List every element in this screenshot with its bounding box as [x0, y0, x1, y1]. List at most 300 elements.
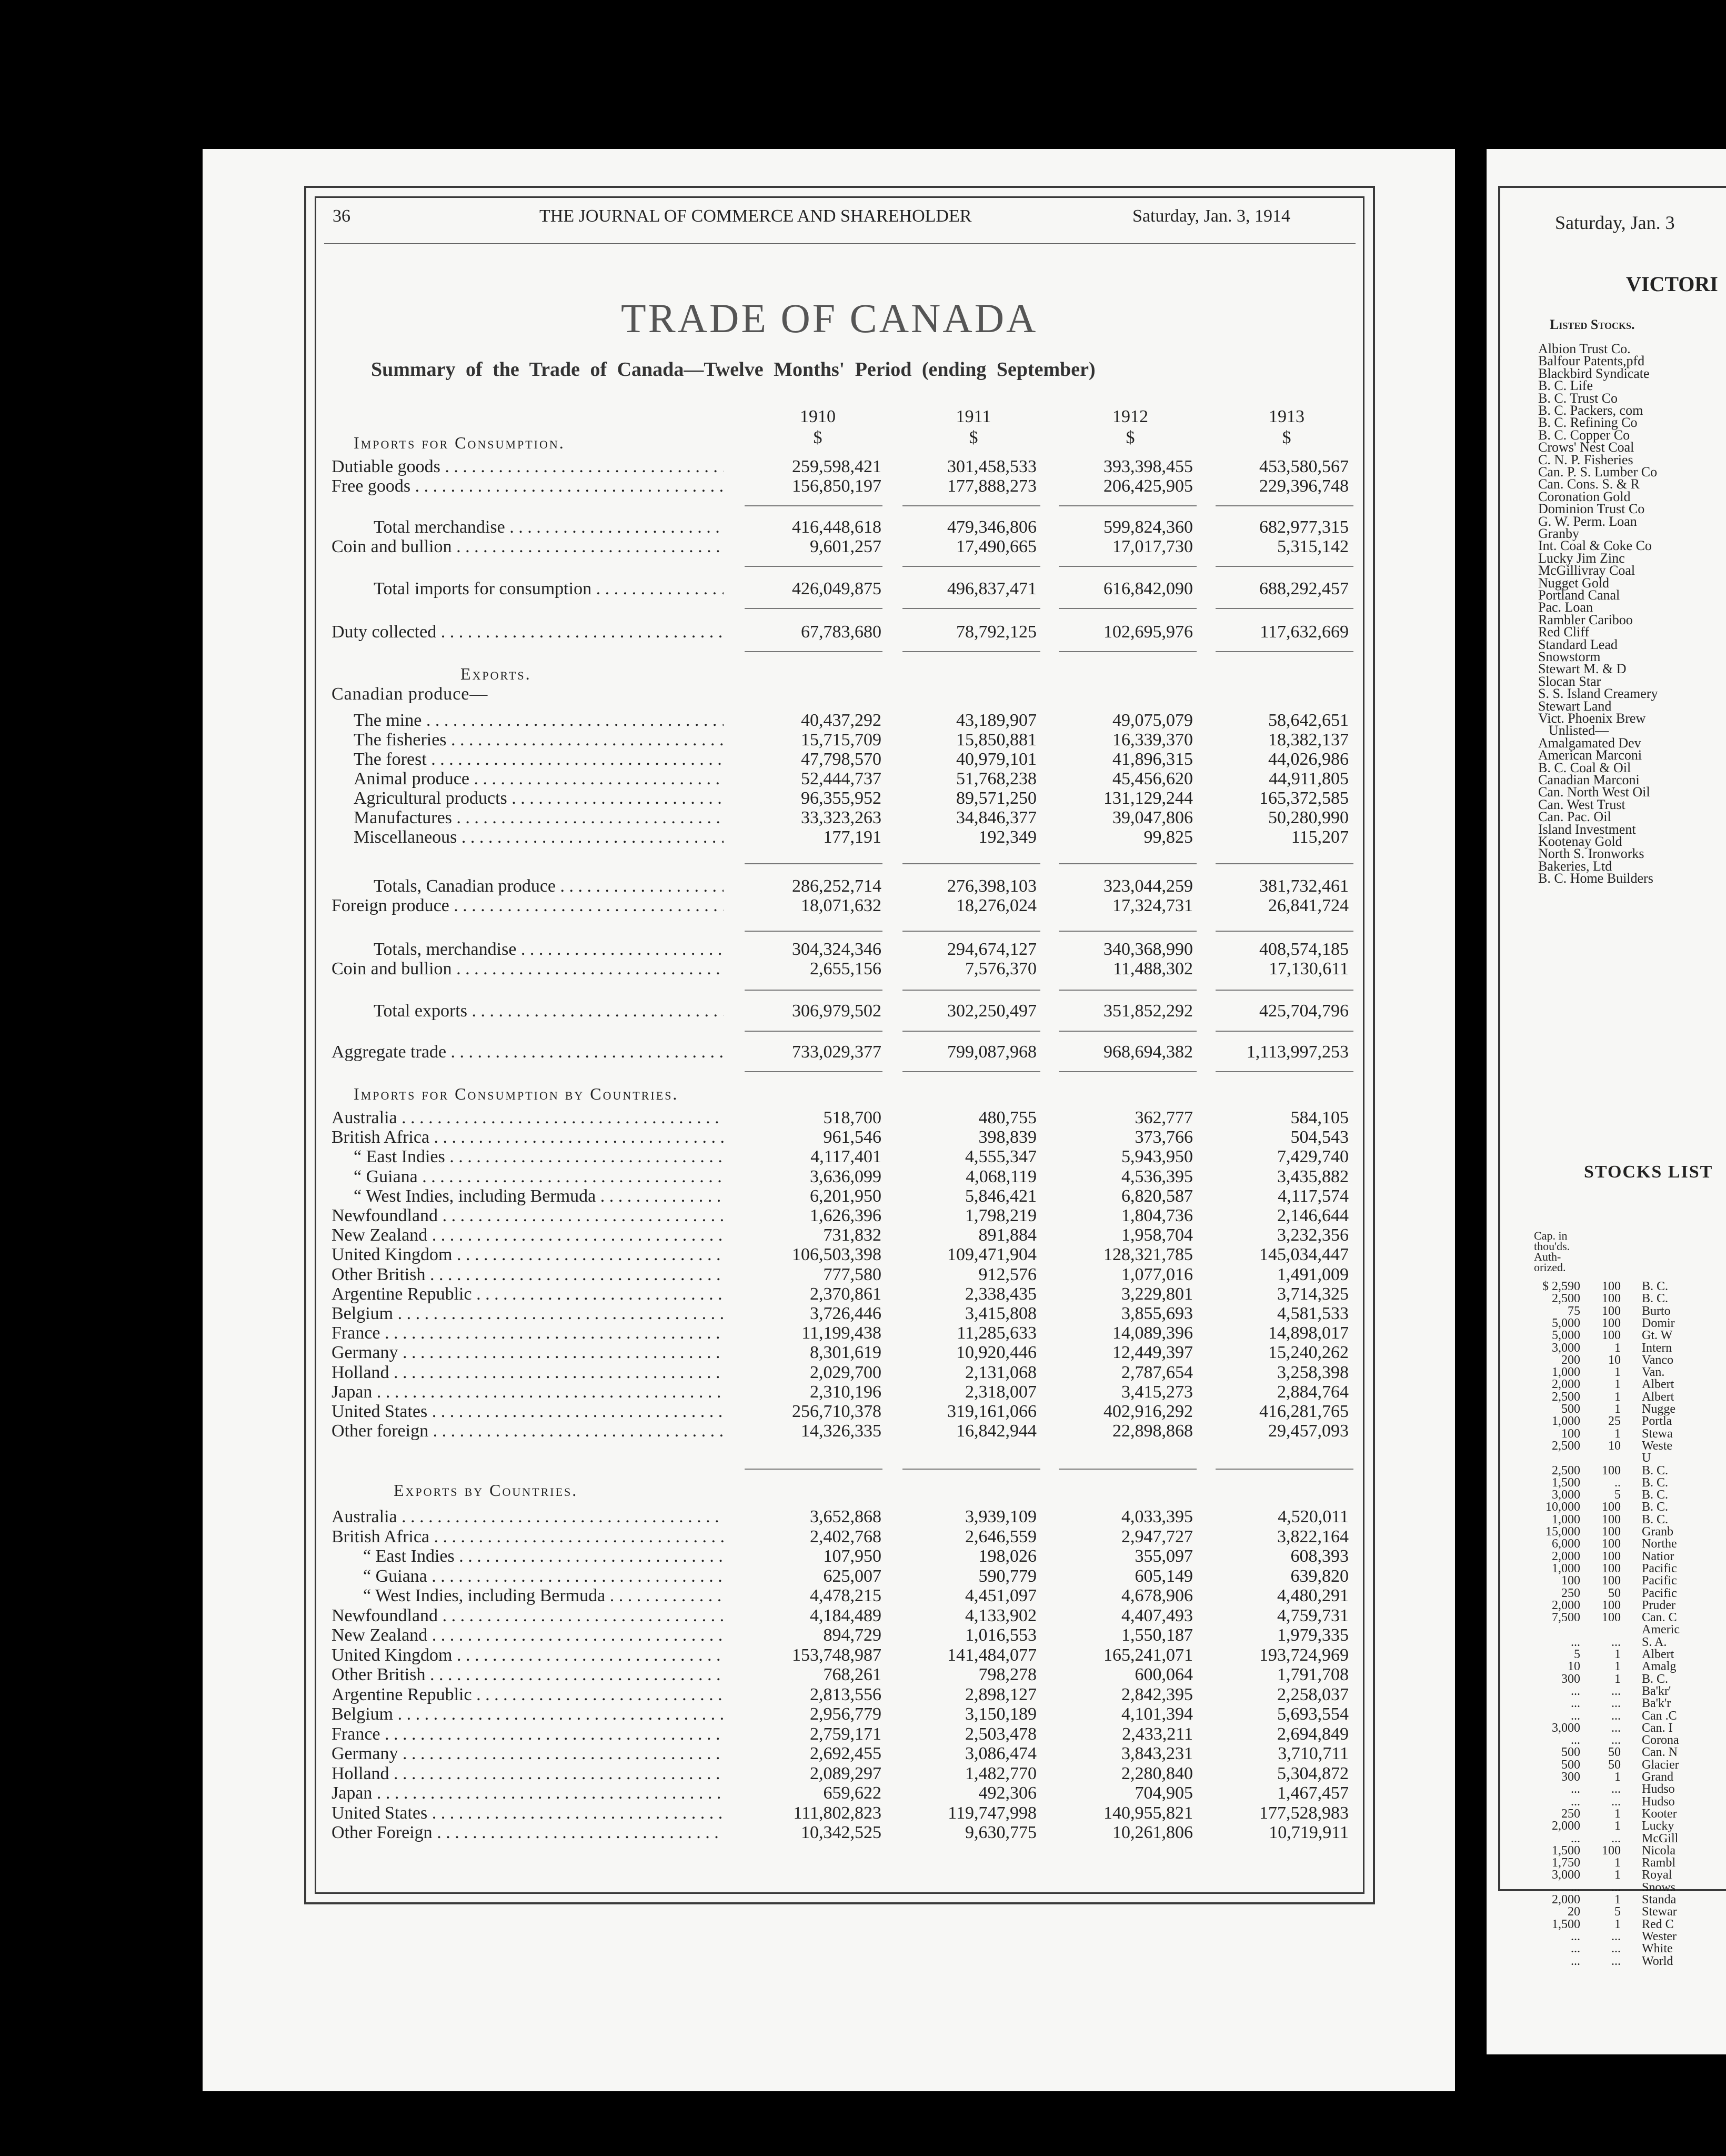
listed-stock-name: Standard Lead — [1538, 636, 1618, 652]
cell-value-1911: 3,939,109 — [965, 1507, 1037, 1526]
column-rule — [1059, 566, 1197, 567]
table-row — [332, 457, 1352, 477]
cell-value-1913: 3,232,356 — [1277, 1225, 1349, 1245]
cell-value-1911: 319,161,066 — [947, 1402, 1037, 1421]
listed-stock-name: B. C. Coal & Oil — [1538, 760, 1631, 775]
cell-value-1912: 22,898,868 — [1112, 1421, 1193, 1441]
cell-value-1912: 3,415,273 — [1121, 1382, 1193, 1402]
stock-name: Can. C — [1642, 1611, 1677, 1625]
row-label: “ East Indies . . . — [363, 1546, 724, 1566]
cell-value-1910: 4,184,489 — [810, 1605, 881, 1625]
cell-value-1913: 584,105 — [1290, 1108, 1349, 1127]
stock-name: Amalg — [1642, 1660, 1677, 1674]
stock-name: Royal — [1642, 1868, 1672, 1882]
table-row — [332, 730, 1352, 750]
table-row — [332, 1665, 1352, 1685]
listed-stock-name: Stewart Land — [1538, 698, 1612, 714]
stock-name: B. C. — [1642, 1500, 1669, 1514]
cell-value-1910: 625,007 — [823, 1566, 881, 1586]
stock-name: Wester — [1642, 1929, 1677, 1943]
row-label: “ East Indies . . . — [354, 1147, 724, 1167]
column-rule — [1216, 931, 1353, 932]
stock-name: Intern — [1642, 1341, 1672, 1355]
cell-value-1910: 4,478,215 — [810, 1586, 881, 1605]
stock-par: 1 — [1614, 1917, 1621, 1931]
stock-capital: 2,000 — [1552, 1598, 1580, 1612]
cell-value-1911: 3,150,189 — [965, 1704, 1037, 1724]
row-label: France . . . — [332, 1724, 724, 1744]
row-label: Other British . . . — [332, 1265, 724, 1285]
listed-stock-name: Granby — [1538, 526, 1579, 541]
stock-name: Van. — [1642, 1365, 1665, 1380]
cell-value-1911: 2,898,127 — [965, 1684, 1037, 1704]
stock-capital: 1,000 — [1552, 1365, 1580, 1380]
stock-capital: ... — [1571, 1942, 1580, 1956]
cell-value-1913: 5,304,872 — [1277, 1763, 1349, 1783]
listed-stock-name: Unlisted— — [1549, 723, 1609, 738]
table-row — [332, 579, 1352, 599]
cell-value-1910: 2,310,196 — [810, 1382, 881, 1402]
stock-capital: 300 — [1561, 1770, 1580, 1784]
cell-value-1910: 518,700 — [823, 1108, 881, 1127]
cell-value-1911: 17,490,665 — [956, 537, 1037, 556]
listed-stock-name: Can. Pac. Oil — [1538, 809, 1611, 825]
cell-value-1910: 9,601,257 — [810, 537, 881, 556]
row-label: The forest . . . — [354, 750, 724, 770]
cell-value-1912: 1,550,187 — [1121, 1625, 1193, 1645]
column-rule — [1216, 990, 1353, 991]
stock-par: 10 — [1608, 1439, 1621, 1453]
stock-name: Vanco — [1642, 1353, 1673, 1367]
stock-capital: 3,000 — [1552, 1488, 1580, 1502]
listed-stock-name: Bakeries, Ltd — [1538, 858, 1612, 874]
cell-value-1912: 2,433,211 — [1122, 1724, 1193, 1744]
stock-par: 100 — [1602, 1611, 1621, 1625]
cell-value-1911: 51,768,238 — [956, 769, 1037, 788]
listed-stock-name: B. C. Life — [1538, 378, 1593, 394]
table-row — [332, 808, 1352, 828]
table-row — [332, 1284, 1352, 1304]
cell-value-1912: 2,280,840 — [1121, 1763, 1193, 1783]
stock-name: S. A. — [1642, 1635, 1667, 1649]
listed-stocks-heading: Listed Stocks. — [1550, 317, 1635, 332]
stock-name: B. C. — [1642, 1463, 1669, 1478]
cell-value-1911: 4,451,097 — [965, 1586, 1037, 1605]
stock-name: Pacific — [1642, 1561, 1677, 1575]
stock-capital: 5,000 — [1552, 1329, 1580, 1343]
cell-value-1912: 2,787,654 — [1121, 1362, 1193, 1382]
cell-value-1911: 2,503,478 — [965, 1724, 1037, 1744]
cell-value-1911: 43,189,907 — [956, 711, 1037, 730]
table-row — [332, 1245, 1352, 1265]
cell-value-1912: 6,820,587 — [1121, 1186, 1193, 1206]
cell-value-1913: 44,026,986 — [1268, 750, 1349, 769]
stock-capital: 3,000 — [1552, 1341, 1580, 1355]
stock-par: 100 — [1602, 1598, 1621, 1612]
stock-name: B. C. — [1642, 1475, 1669, 1490]
cell-value-1912: 140,955,821 — [1103, 1803, 1193, 1823]
table-row — [332, 1546, 1352, 1566]
cell-value-1912: 41,896,315 — [1112, 750, 1193, 769]
cell-value-1913: 504,543 — [1290, 1127, 1349, 1147]
stock-capital: 100 — [1561, 1574, 1580, 1588]
listed-stock-name: Dominion Trust Co — [1538, 501, 1645, 517]
cell-value-1912: 1,804,736 — [1121, 1206, 1193, 1225]
column-rule — [902, 1031, 1040, 1032]
row-label: Total exports . . . — [374, 1001, 724, 1021]
listed-stock-name: Slocan Star — [1538, 673, 1601, 689]
cell-value-1911: 177,888,273 — [947, 476, 1037, 496]
stock-capital: 2,000 — [1552, 1549, 1580, 1563]
stock-capital: 10,000 — [1546, 1500, 1580, 1514]
listed-stock-name: McGillivray Coal — [1538, 563, 1635, 578]
cell-value-1910: 47,798,570 — [801, 750, 881, 769]
stock-par: 100 — [1602, 1843, 1621, 1858]
cell-value-1910: 111,802,823 — [793, 1803, 881, 1823]
stocks-list-heading: STOCKS LIST — [1584, 1162, 1713, 1182]
cell-value-1910: 426,049,875 — [792, 579, 881, 598]
column-rule — [1059, 1031, 1197, 1032]
row-label: France . . . — [332, 1323, 724, 1343]
cell-value-1913: 5,693,554 — [1277, 1704, 1349, 1724]
stock-par: 100 — [1602, 1463, 1621, 1478]
listed-stock-name: B. C. Home Builders — [1538, 871, 1653, 886]
row-label: Holland . . . — [332, 1363, 724, 1383]
cell-value-1912: 5,943,950 — [1121, 1147, 1193, 1167]
column-rule — [745, 505, 882, 506]
column-rule — [745, 651, 882, 652]
stock-par: 100 — [1602, 1525, 1621, 1539]
cell-value-1913: 117,632,669 — [1260, 622, 1349, 642]
stock-capital: 250 — [1561, 1586, 1580, 1600]
capital-column-heading: Cap. in thou'ds. Auth- orized. — [1534, 1229, 1570, 1274]
cell-value-1913: 29,457,093 — [1268, 1421, 1349, 1441]
cell-value-1911: 799,087,968 — [947, 1042, 1037, 1062]
stock-par: ... — [1611, 1942, 1621, 1956]
stock-par: 100 — [1602, 1316, 1621, 1330]
stock-capital: 2,000 — [1552, 1378, 1580, 1392]
table-row — [332, 1108, 1352, 1128]
table-row — [332, 1527, 1352, 1547]
cell-value-1910: 153,748,987 — [792, 1645, 881, 1665]
cell-value-1913: 4,759,731 — [1277, 1605, 1349, 1625]
stock-name: Standa — [1642, 1893, 1677, 1907]
stock-par: ... — [1611, 1794, 1621, 1809]
row-label: “ West Indies, including Bermuda . . . — [354, 1186, 724, 1206]
cell-value-1911: 119,747,998 — [948, 1803, 1037, 1823]
cell-value-1913: 1,467,457 — [1277, 1783, 1349, 1803]
cell-value-1910: 2,956,779 — [810, 1704, 881, 1724]
cell-value-1910: 3,636,099 — [810, 1166, 881, 1186]
cell-value-1913: 682,977,315 — [1259, 517, 1349, 537]
cell-value-1910: 2,655,156 — [810, 959, 881, 979]
row-label: New Zealand . . . — [332, 1225, 724, 1245]
row-label: Coin and bullion . . . — [332, 537, 724, 557]
cell-value-1911: 2,318,007 — [965, 1382, 1037, 1402]
listed-stock-name: Red Cliff — [1538, 624, 1590, 640]
cell-value-1910: 777,580 — [823, 1264, 881, 1284]
table-row — [332, 1323, 1352, 1343]
stock-par: 5 — [1614, 1905, 1621, 1919]
stock-capital: ... — [1571, 1831, 1580, 1845]
cell-value-1912: 1,958,704 — [1121, 1225, 1193, 1245]
cell-value-1910: 731,832 — [823, 1225, 881, 1245]
row-label: Animal produce . . . — [354, 769, 724, 789]
stock-name: Burto — [1642, 1304, 1671, 1318]
cell-value-1913: 1,491,009 — [1277, 1264, 1349, 1284]
column-rule — [1059, 1469, 1197, 1470]
stock-par: 100 — [1602, 1574, 1621, 1588]
listed-stock-name: Blackbird Syndicate — [1538, 365, 1650, 381]
stock-name: B. C. — [1642, 1280, 1669, 1293]
stock-par: 1 — [1614, 1856, 1621, 1870]
stock-capital: 7,500 — [1552, 1611, 1580, 1625]
cell-value-1910: 96,355,952 — [801, 788, 881, 808]
stock-capital: ... — [1571, 1709, 1580, 1723]
stock-name: B. C. — [1642, 1672, 1669, 1686]
cell-value-1911: 3,086,474 — [965, 1744, 1037, 1763]
cell-value-1910: 177,191 — [823, 827, 881, 847]
cell-value-1912: 600,064 — [1135, 1665, 1193, 1684]
row-label: Japan . . . — [332, 1783, 724, 1803]
table-row — [332, 1343, 1352, 1363]
cell-value-1911: 5,846,421 — [965, 1186, 1037, 1206]
row-label: Germany . . . — [332, 1343, 724, 1363]
stock-name: Weste — [1642, 1439, 1673, 1453]
cell-value-1911: 294,674,127 — [947, 940, 1037, 959]
column-rule — [902, 608, 1040, 609]
stock-par: ... — [1611, 1709, 1621, 1723]
row-label: Other foreign . . . — [332, 1421, 724, 1441]
cell-value-1913: 381,732,461 — [1259, 876, 1349, 896]
stock-capital: ... — [1571, 1684, 1580, 1698]
cell-value-1913: 3,435,882 — [1277, 1166, 1349, 1186]
listed-stock-name: Balfour Patents,pfd — [1538, 353, 1645, 369]
cell-value-1913: 115,207 — [1291, 827, 1349, 847]
listed-stock-name: C. N. P. Fisheries — [1538, 452, 1633, 467]
listed-stock-name: Crows' Nest Coal — [1538, 440, 1634, 455]
year-header: 1912 $ — [1112, 407, 1148, 447]
stock-capital: $ 2,590 — [1542, 1280, 1580, 1293]
row-label: British Africa . . . — [332, 1127, 724, 1147]
column-rule — [1059, 608, 1197, 609]
row-label: Other British . . . — [332, 1665, 724, 1685]
cell-value-1913: 408,574,185 — [1259, 940, 1349, 959]
column-rule — [1216, 651, 1353, 652]
column-rule — [745, 1469, 882, 1470]
cell-value-1912: 2,947,727 — [1121, 1526, 1193, 1546]
cell-value-1912: 2,842,395 — [1121, 1684, 1193, 1704]
stock-capital: 2,500 — [1552, 1292, 1580, 1306]
stock-capital: 200 — [1561, 1353, 1580, 1367]
cell-value-1910: 2,813,556 — [810, 1684, 881, 1704]
cell-value-1913: 416,281,765 — [1259, 1402, 1349, 1421]
stock-par: 1 — [1614, 1660, 1621, 1674]
stock-capital: 1,500 — [1552, 1917, 1580, 1931]
stock-capital: 3,000 — [1552, 1721, 1580, 1735]
cell-value-1911: 398,839 — [978, 1127, 1037, 1147]
section-heading: Imports for Consumption. — [354, 433, 565, 452]
row-label: Miscellaneous . . . — [354, 827, 724, 847]
listed-stock-name: B. C. Copper Co — [1538, 427, 1630, 443]
cell-value-1910: 40,437,292 — [801, 711, 881, 730]
row-label: Aggregate trade . . . — [332, 1042, 724, 1062]
table-row — [332, 517, 1352, 537]
stock-name: Granb — [1642, 1525, 1673, 1539]
table-row — [332, 827, 1352, 847]
cell-value-1913: 2,258,037 — [1277, 1684, 1349, 1704]
cell-value-1911: 141,484,077 — [947, 1645, 1037, 1665]
table-row — [332, 1382, 1352, 1402]
cell-value-1911: 4,555,347 — [965, 1147, 1037, 1167]
cell-value-1911: 4,068,119 — [966, 1166, 1037, 1186]
section-heading: Exports by Countries. — [394, 1481, 578, 1500]
listed-stock-name: Snowstorm — [1538, 649, 1601, 664]
row-label: Foreign produce . . . — [332, 896, 724, 916]
year-header: 1913 $ — [1269, 407, 1304, 447]
table-row — [332, 1363, 1352, 1383]
cell-value-1912: 402,916,292 — [1103, 1402, 1193, 1421]
table-row — [332, 1507, 1352, 1527]
cell-value-1912: 17,324,731 — [1112, 896, 1193, 915]
adjacent-page-title: VICTORI — [1626, 272, 1718, 296]
cell-value-1911: 2,646,559 — [965, 1526, 1037, 1546]
cell-value-1910: 15,715,709 — [801, 730, 881, 750]
stock-capital: ... — [1571, 1696, 1580, 1711]
column-rule — [745, 990, 882, 991]
page-number: 36 — [333, 206, 350, 226]
cell-value-1911: 7,576,370 — [965, 959, 1037, 979]
stock-par: ... — [1611, 1880, 1621, 1894]
cell-value-1913: 26,841,724 — [1268, 896, 1349, 915]
table-row — [332, 1042, 1352, 1062]
stock-name: Hudso — [1642, 1794, 1675, 1809]
cell-value-1912: 362,777 — [1135, 1108, 1193, 1127]
cell-value-1913: 2,146,644 — [1277, 1206, 1349, 1225]
table-row — [332, 1206, 1352, 1226]
cell-value-1913: 3,258,398 — [1277, 1362, 1349, 1382]
row-label: The fisheries . . . — [354, 730, 724, 750]
cell-value-1910: 33,323,263 — [801, 808, 881, 827]
stock-capital: 2,500 — [1552, 1390, 1580, 1404]
cell-value-1912: 165,241,071 — [1103, 1645, 1193, 1665]
journal-title: THE JOURNAL OF COMMERCE AND SHAREHOLDER — [539, 206, 972, 226]
stock-par: 1 — [1614, 1365, 1621, 1380]
column-rule — [902, 1469, 1040, 1470]
stock-par: 100 — [1602, 1561, 1621, 1575]
row-label: Australia . . . — [332, 1108, 724, 1128]
cell-value-1910: 733,029,377 — [792, 1042, 881, 1062]
row-label: New Zealand . . . — [332, 1625, 724, 1645]
stock-name: Albert — [1642, 1378, 1674, 1392]
cell-value-1911: 302,250,497 — [947, 1001, 1037, 1021]
stock-par: ... — [1611, 1696, 1621, 1711]
stock-par: 50 — [1608, 1758, 1621, 1772]
stock-name: Corona — [1642, 1733, 1679, 1748]
row-label: Newfoundland . . . — [332, 1206, 724, 1226]
cell-value-1910: 2,402,768 — [810, 1526, 881, 1546]
table-row — [332, 876, 1352, 896]
stock-name: Hudso — [1642, 1782, 1675, 1796]
cell-value-1913: 7,429,740 — [1277, 1147, 1349, 1167]
cell-value-1910: 156,850,197 — [792, 476, 881, 496]
stock-capital: 10 — [1568, 1660, 1580, 1674]
cell-value-1911: 10,920,446 — [956, 1343, 1037, 1363]
cell-value-1912: 4,678,906 — [1121, 1586, 1193, 1605]
listed-stock-name: Albion Trust Co. — [1538, 341, 1631, 356]
stock-name: White — [1642, 1942, 1673, 1956]
listed-stock-name: Can. North West Oil — [1538, 784, 1650, 800]
table-row — [332, 1606, 1352, 1626]
stock-par: 100 — [1602, 1537, 1621, 1551]
stock-capital: 300 — [1561, 1672, 1580, 1686]
stock-capital: 100 — [1561, 1426, 1580, 1441]
listed-stock-name: Pac. Loan — [1538, 600, 1593, 615]
column-rule — [1059, 990, 1197, 991]
stock-par: 50 — [1608, 1586, 1621, 1600]
listed-stock-name: Can. P. S. Lumber Co — [1538, 464, 1658, 480]
cell-value-1913: 639,820 — [1290, 1566, 1349, 1586]
cell-value-1913: 18,382,137 — [1268, 730, 1349, 750]
row-label: United States . . . — [332, 1402, 724, 1422]
cell-value-1913: 1,113,997,253 — [1246, 1042, 1349, 1062]
cell-value-1911: 1,798,219 — [965, 1206, 1037, 1225]
stock-par: 100 — [1602, 1329, 1621, 1343]
column-rule — [902, 1071, 1040, 1072]
column-rule — [1059, 505, 1197, 506]
cell-value-1913: 5,315,142 — [1277, 537, 1349, 556]
cell-value-1913: 14,898,017 — [1268, 1323, 1349, 1343]
listed-stock-name: B. C. Trust Co — [1538, 390, 1618, 406]
listed-stock-name: Portland Canal — [1538, 587, 1620, 603]
cell-value-1912: 355,097 — [1135, 1546, 1193, 1566]
stock-name: Can. N — [1642, 1745, 1678, 1760]
table-row — [332, 1127, 1352, 1147]
listed-stock-name: G. W. Perm. Loan — [1538, 513, 1637, 529]
table-row — [332, 1803, 1352, 1823]
row-label: Holland . . . — [332, 1764, 724, 1784]
cell-value-1910: 304,324,346 — [792, 940, 881, 959]
cell-value-1912: 968,694,382 — [1103, 1042, 1193, 1062]
table-row — [332, 1724, 1352, 1744]
listed-stock-name: Lucky Jim Zinc — [1538, 550, 1625, 566]
stock-capital: 1,000 — [1552, 1512, 1580, 1526]
column-rule — [745, 1071, 882, 1072]
cell-value-1913: 2,884,764 — [1277, 1382, 1349, 1402]
section-subheading: Canadian produce— — [332, 684, 488, 704]
row-label: Coin and bullion . . . — [332, 959, 724, 979]
cell-value-1913: 193,724,969 — [1259, 1645, 1349, 1665]
listed-stock-name: Int. Coal & Coke Co — [1538, 538, 1652, 554]
table-row — [332, 750, 1352, 770]
table-row — [332, 896, 1352, 916]
stock-par: 100 — [1602, 1280, 1621, 1293]
listed-stock-name: Canadian Marconi — [1538, 772, 1640, 787]
stock-name: McGill — [1642, 1831, 1679, 1845]
stock-name: B. C. — [1642, 1488, 1669, 1502]
column-rule — [745, 931, 882, 932]
cell-value-1912: 16,339,370 — [1112, 730, 1193, 750]
cell-value-1910: 8,301,619 — [810, 1343, 881, 1363]
stock-par: 10 — [1608, 1353, 1621, 1367]
stock-par: ... — [1611, 1733, 1621, 1748]
cell-value-1910: 3,726,446 — [810, 1304, 881, 1323]
cell-value-1912: 4,101,394 — [1121, 1704, 1193, 1724]
table-row — [332, 1566, 1352, 1586]
row-label: Duty collected . . . — [332, 622, 724, 642]
cell-value-1911: 78,792,125 — [956, 622, 1037, 642]
stock-par: ... — [1611, 1831, 1621, 1845]
